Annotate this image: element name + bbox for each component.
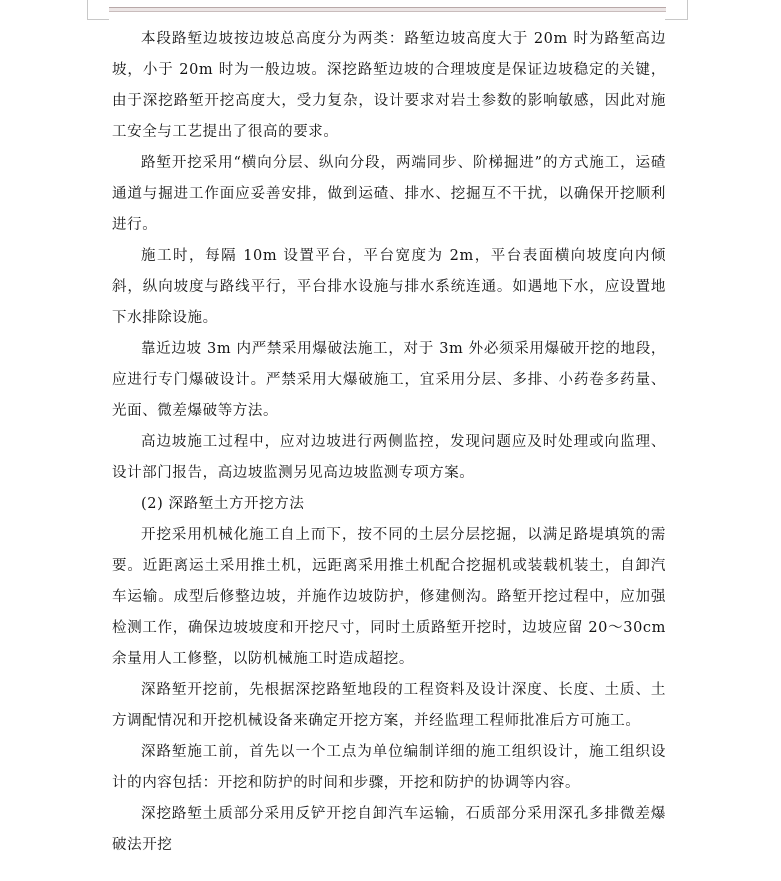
paragraph: 施工时，每隔 10m 设置平台，平台宽度为 2m，平台表面横向坡度向内倾斜，纵向坡度与路线平行，平台排水设施与排水系统连通。如遇地下水，应设置地下水排除设施。 [112, 248, 666, 326]
crop-mark-left-horizontal [87, 19, 109, 20]
paragraph: 高边坡施工过程中，应对边坡进行两侧监控，发现问题应及时处理或向监理、设计部门报告，高边坡监测另见高边坡监测专项方案。 [112, 434, 666, 481]
paragraph: 深挖路堑土质部分采用反铲开挖自卸汽车运输，石质部分采用深孔多排微差爆破法开挖 [112, 806, 666, 853]
paragraph: 靠近边坡 3m 内严禁采用爆破法施工，对于 3m 外必须采用爆破开挖的地段，应进行专门爆破设计。严禁采用大爆破施工，宜采用分层、多排、小药卷多药量、光面、微差爆破等方法。 [112, 341, 666, 419]
paragraph: 开挖采用机械化施工自上而下，按不同的土层分层挖掘，以满足路堤填筑的需要。近距离运土采用推土机，远距离采用推土机配合挖掘机或装载机装土，自卸汽车运输。成型后修整边坡，并施作边坡防护，修建侧沟。路堑开挖过程中，应加强检测工作，确保边坡坡度和开挖尺寸，同时土质路堑开挖时，边坡应留 20～30cm 余量用人工修整，以防机械施工时造成超挖。 [112, 527, 666, 667]
header-rule [109, 7, 666, 12]
crop-mark-left [87, 0, 88, 20]
section-heading: (2) 深路堑土方开挖方法 [141, 496, 305, 512]
paragraph: 本段路堑边坡按边坡总高度分为两类：路堑边坡高度大于 20m 时为路堑高边坡，小于 20m 时为一般边坡。深挖路堑边坡的合理坡度是保证边坡稳定的关键，由于深挖路堑开挖高度大，受力复杂，设计要求对岩土参数的影响敏感，因此对施工安全与工艺提出了很高的要求。 [112, 31, 666, 140]
paragraph: 路堑开挖采用“横向分层、纵向分段，两端同步、阶梯掘进”的方式施工，运碴通道与掘进工作面应妥善安排，做到运碴、排水、挖掘互不干扰，以确保开挖顺利进行。 [112, 155, 666, 233]
crop-mark-right [687, 0, 688, 20]
paragraph: 深路堑开挖前，先根据深挖路堑地段的工程资料及设计深度、长度、土质、土方调配情况和开挖机械设备来确定开挖方案，并经监理工程师批准后方可施工。 [112, 682, 666, 729]
paragraph: 深路堑施工前，首先以一个工点为单位编制详细的施工组织设计，施工组织设计的内容包括：开挖和防护的时间和步骤，开挖和防护的协调等内容。 [112, 744, 666, 791]
document-body [112, 24, 666, 861]
crop-mark-right-horizontal [665, 19, 687, 20]
